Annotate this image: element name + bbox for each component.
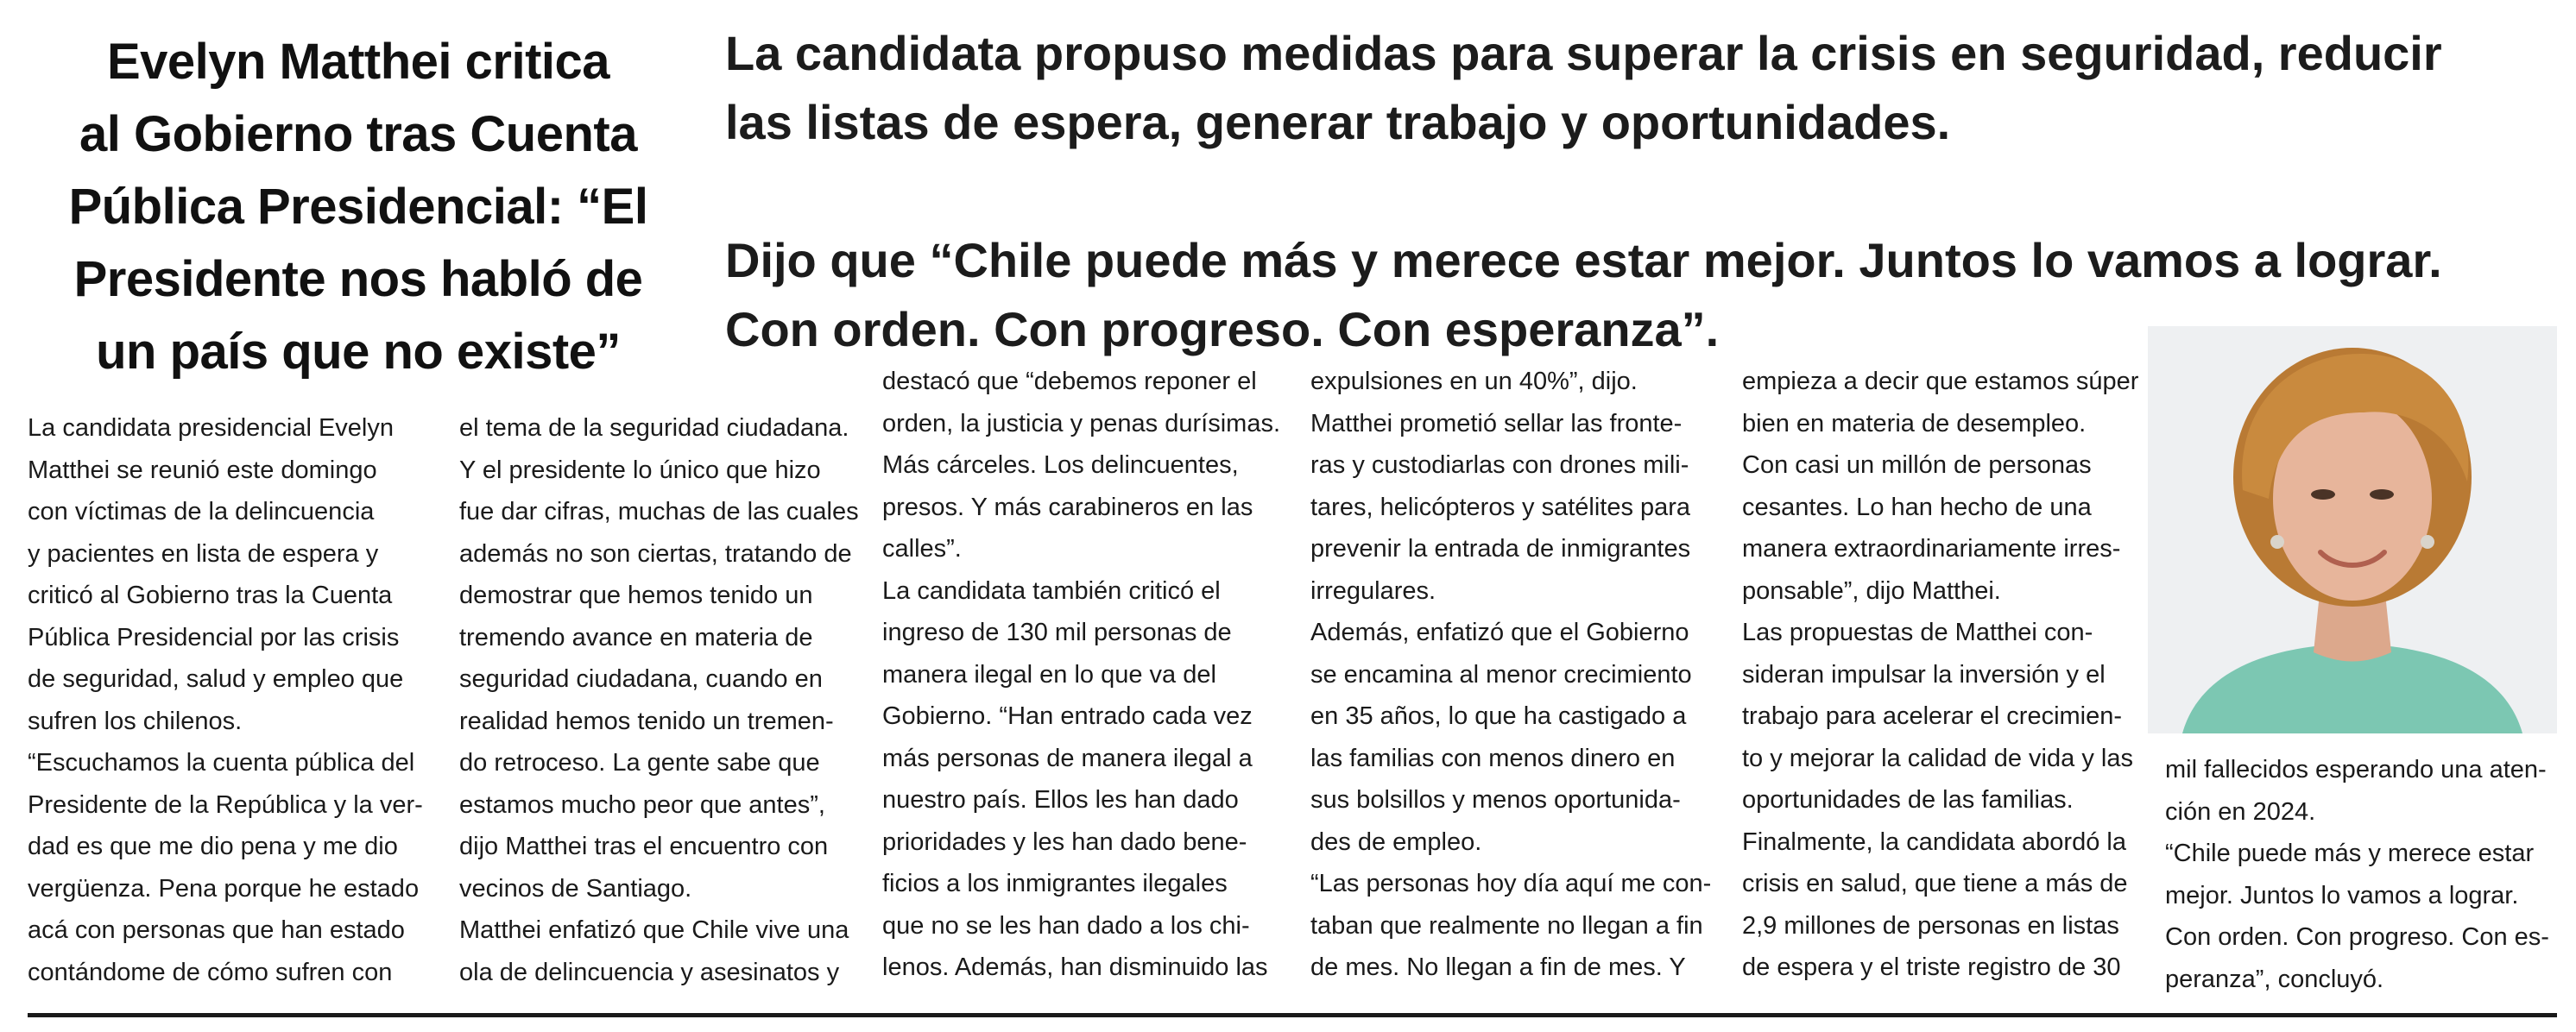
photo-eye-left xyxy=(2311,489,2335,500)
bottom-rule xyxy=(28,1013,2557,1017)
article-line: Además, enfatizó que el Gobierno xyxy=(1310,619,1689,646)
article-line: se encamina al menor crecimiento xyxy=(1310,660,1692,689)
article-line: “Las personas hoy día aquí me con- xyxy=(1310,870,1712,897)
article-line: criticó al Gobierno tras la Cuenta xyxy=(28,582,393,609)
article-line: manera ilegal en lo que va del xyxy=(882,660,1216,689)
article-line: to y mejorar la calidad de vida y las xyxy=(1742,744,2133,772)
article-line: irregulares. xyxy=(1310,576,1436,605)
article-line: de seguridad, salud y empleo que xyxy=(28,665,404,693)
headline-line: al Gobierno tras Cuenta xyxy=(79,106,637,162)
article-line: La candidata también criticó el xyxy=(882,576,1221,605)
photo-eye-right xyxy=(2370,489,2394,500)
article-line: mejor. Juntos lo vamos a lograr. xyxy=(2165,881,2519,909)
deck-line: las listas de espera, generar trabajo y oportunidades. xyxy=(725,95,1951,149)
headline-line: Evelyn Matthei critica xyxy=(106,34,610,90)
article-line: Con orden. Con progreso. Con es- xyxy=(2165,923,2549,951)
article-line: dad es que me dio pena y me dio xyxy=(28,833,398,860)
article-column-4 xyxy=(1310,361,1716,989)
article-line: Gobierno. “Han entrado cada vez xyxy=(882,702,1253,730)
photo-earring-right xyxy=(2421,535,2434,549)
article-line: 2,9 millones de personas en listas xyxy=(1742,911,2119,940)
article-line: oportunidades de las familias. xyxy=(1742,786,2074,814)
article-line: sus bolsillos y menos oportunida- xyxy=(1310,786,1681,814)
article-line: vecinos de Santiago. xyxy=(459,874,692,903)
article-line: más personas de manera ilegal a xyxy=(882,744,1253,772)
article-line: Pública Presidencial por las crisis xyxy=(28,623,400,651)
portrait-illustration xyxy=(2148,326,2557,733)
article-line: bien en materia de desempleo. xyxy=(1742,409,2087,437)
article-line: “Escuchamos la cuenta pública del xyxy=(28,749,415,777)
article-column-5 xyxy=(1742,361,2148,989)
article-line: ras y custodiarlas con drones mili- xyxy=(1310,451,1689,479)
article-line: do retroceso. La gente sabe que xyxy=(459,749,820,777)
portrait-photo xyxy=(2148,326,2557,733)
headline-line: Presidente nos habló de xyxy=(73,251,643,307)
photo-earring-left xyxy=(2270,535,2284,549)
article-line: de mes. No llegan a fin de mes. Y xyxy=(1310,953,1686,981)
article-line: orden, la justicia y penas durísimas. xyxy=(882,409,1280,437)
article-column-2 xyxy=(459,407,865,993)
article-line: Y el presidente lo único que hizo xyxy=(459,456,821,484)
article-line: Matthei se reunió este domingo xyxy=(28,456,377,484)
article-line: ola de delincuencia y asesinatos y xyxy=(459,958,840,986)
article-line: lenos. Además, han disminuido las xyxy=(882,953,1268,981)
article-line: mil fallecidos esperando una aten- xyxy=(2165,756,2547,783)
article-line: des de empleo. xyxy=(1310,827,1482,856)
article-line: sufren los chilenos. xyxy=(28,707,243,735)
article-line: destacó que “debemos reponer el xyxy=(882,368,1257,395)
article-line: cesantes. Lo han hecho de una xyxy=(1742,493,2092,521)
article-line: Presidente de la República y la ver- xyxy=(28,790,423,819)
article-line: estamos mucho peor que antes”, xyxy=(459,790,825,819)
deck-summary xyxy=(725,19,2555,364)
article-line: vergüenza. Pena porque he estado xyxy=(28,874,420,903)
article-line: expulsiones en un 40%”, dijo. xyxy=(1310,368,1638,395)
article-line: Las propuestas de Matthei con- xyxy=(1742,619,2093,646)
article-column-3 xyxy=(882,361,1288,989)
article-line: nuestro país. Ellos les han dado xyxy=(882,786,1239,814)
article-line: realidad hemos tenido un tremen- xyxy=(459,707,834,735)
article-line: Con casi un millón de personas xyxy=(1742,451,2092,479)
article-line: ingreso de 130 mil personas de xyxy=(882,619,1232,646)
headline xyxy=(26,26,691,388)
article-column-1 xyxy=(28,407,433,993)
headline-line: un país que no existe” xyxy=(96,324,621,380)
article-line: contándome de cómo sufren con xyxy=(28,958,393,986)
deck-paragraph-1 xyxy=(725,19,2555,157)
article-line: y pacientes en lista de espera y xyxy=(28,539,379,568)
article-line: Finalmente, la candidata abordó la xyxy=(1742,827,2126,856)
article-line: que no se les han dado a los chi- xyxy=(882,911,1250,940)
headline-line: Pública Presidencial: “El xyxy=(68,179,648,235)
article-line: peranza”, concluyó. xyxy=(2165,965,2384,993)
article-line: manera extraordinariamente irres- xyxy=(1742,535,2121,563)
article-line: acá con personas que han estado xyxy=(28,916,405,944)
article-line: crisis en salud, que tiene a más de xyxy=(1742,870,2128,897)
article-line: Más cárceles. Los delincuentes, xyxy=(882,451,1239,479)
article-line: el tema de la seguridad ciudadana. xyxy=(459,414,849,442)
article-line: Matthei enfatizó que Chile vive una xyxy=(459,916,849,944)
article-line: Matthei prometió sellar las fronte- xyxy=(1310,409,1683,437)
article-line: dijo Matthei tras el encuentro con xyxy=(459,833,829,860)
article-line: prevenir la entrada de inmigrantes xyxy=(1310,535,1691,563)
deck-line: Con orden. Con progreso. Con esperanza”. xyxy=(725,302,1720,356)
article-line: seguridad ciudadana, cuando en xyxy=(459,665,823,693)
deck-line: Dijo que “Chile puede más y merece estar mejor. Juntos lo vamos a lograr. xyxy=(725,233,2442,287)
article-column-6 xyxy=(2165,749,2562,1000)
article-line: en 35 años, lo que ha castigado a xyxy=(1310,702,1687,730)
article-line: tares, helicópteros y satélites para xyxy=(1310,493,1691,521)
article-line: demostrar que hemos tenido un xyxy=(459,582,813,609)
deck-line: La candidata propuso medidas para superar la crisis en seguridad, reducir xyxy=(725,26,2442,80)
article-line: presos. Y más carabineros en las xyxy=(882,493,1253,521)
article-line: sideran impulsar la inversión y el xyxy=(1742,660,2106,689)
article-line: empieza a decir que estamos súper xyxy=(1742,368,2139,395)
article-line: taban que realmente no llegan a fin xyxy=(1310,911,1703,940)
article-line: calles”. xyxy=(882,535,962,563)
article-line: fue dar cifras, muchas de las cuales xyxy=(459,498,859,525)
article-line: las familias con menos dinero en xyxy=(1310,744,1676,772)
article-line: ción en 2024. xyxy=(2165,797,2316,826)
article-line: La candidata presidencial Evelyn xyxy=(28,414,394,442)
article-line: ponsable”, dijo Matthei. xyxy=(1742,576,2001,605)
article-line: “Chile puede más y merece estar xyxy=(2165,840,2535,867)
article-line: prioridades y les han dado bene- xyxy=(882,827,1247,856)
article-line: trabajo para acelerar el crecimien- xyxy=(1742,702,2123,730)
article-line: además no son ciertas, tratando de xyxy=(459,539,852,568)
article-line: de espera y el triste registro de 30 xyxy=(1742,953,2121,981)
article-line: tremendo avance en materia de xyxy=(459,623,813,651)
article-line: con víctimas de la delincuencia xyxy=(28,498,375,525)
article-line: ficios a los inmigrantes ilegales xyxy=(882,870,1228,897)
